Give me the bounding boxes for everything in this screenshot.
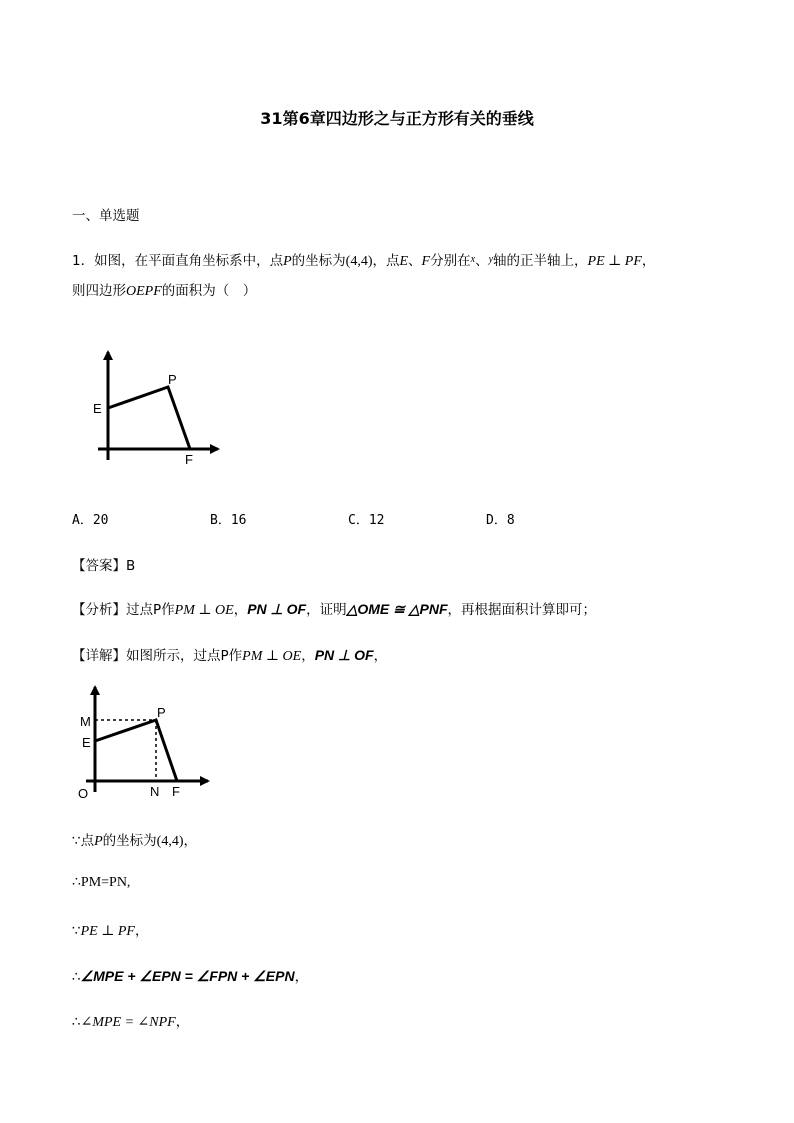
question-text: ，点 — [372, 253, 400, 269]
comma: ， — [301, 648, 315, 664]
separator: 、 — [475, 253, 489, 269]
step-1 — [72, 829, 197, 850]
point-p: P — [94, 834, 103, 849]
label-e: E — [93, 401, 102, 416]
coordinate: (4,4) — [156, 834, 184, 849]
analysis-line — [72, 598, 596, 619]
analysis-text: 过点P作 — [126, 602, 175, 618]
label-p: P — [168, 372, 177, 387]
comma: ， — [641, 253, 656, 269]
option-c[interactable]: C．12 — [348, 513, 385, 528]
because-symbol: ∵ — [72, 923, 81, 939]
therefore-symbol: ∴ — [72, 969, 81, 985]
question-text: 的面积为（ ） — [161, 283, 257, 299]
page-title: 31第6章四边形之与正方形有关的垂线 — [260, 109, 534, 128]
label-o: O — [78, 786, 89, 801]
comma: ， — [183, 833, 197, 849]
point-p: P — [283, 254, 292, 269]
step-text: 的坐标为 — [102, 833, 157, 849]
question-text: 的坐标为 — [291, 253, 346, 269]
question-text: 则四边形 — [72, 283, 126, 299]
angle-equation: ∠MPE + ∠EPN = ∠FPN + ∠EPN — [80, 968, 295, 984]
separator: 、 — [408, 253, 422, 269]
pe-perp-pf: PE ⊥ PF — [80, 924, 135, 939]
step-4 — [72, 965, 308, 985]
axis-x: x — [470, 254, 476, 265]
question-number: 1． — [72, 253, 95, 269]
point-f: F — [421, 254, 431, 269]
quadrilateral-name: OEPF — [126, 284, 162, 299]
figure-1 — [84, 345, 234, 470]
comma: ， — [175, 1014, 190, 1030]
question-text: 分别在 — [430, 253, 471, 269]
quadrilateral-edges — [95, 720, 177, 781]
comma: ， — [134, 923, 149, 939]
label-m: M — [80, 714, 91, 729]
question-text: 轴的正半轴上， — [493, 253, 588, 269]
step-3 — [72, 919, 148, 940]
question-text: 如图，在平面直角坐标系中，点 — [94, 253, 284, 269]
figure-2 — [72, 680, 218, 802]
pm-perp-oe: PM ⊥ OE — [174, 603, 234, 618]
analysis-tag: 【分析】 — [72, 602, 126, 618]
label-f: F — [172, 784, 180, 799]
section-heading: 一、单选题 — [72, 208, 140, 224]
pn-perp-of: PN ⊥ OF — [314, 647, 374, 663]
analysis-text: ，证明 — [306, 602, 347, 618]
label-n: N — [150, 784, 160, 799]
label-f: F — [185, 452, 193, 467]
therefore-symbol: ∴ — [72, 1014, 81, 1030]
answer-line — [72, 554, 135, 574]
analysis-text: ，再根据面积计算即可； — [447, 602, 597, 618]
option-b[interactable]: B．16 — [210, 513, 247, 528]
option-a[interactable]: A．20 — [72, 513, 109, 528]
coordinate: (4,4) — [345, 254, 373, 269]
point-e: E — [399, 254, 409, 269]
answer-tag: 【答案】 — [72, 558, 126, 574]
perpendicular-condition: PE ⊥ PF — [587, 254, 642, 269]
axis-y: y — [488, 254, 494, 265]
comma: ， — [373, 648, 388, 664]
label-p: P — [157, 705, 166, 720]
angle-equality: ∠MPE = ∠NPF — [80, 1015, 176, 1030]
answer-value: B — [126, 558, 136, 574]
step-text: ∵点 — [72, 833, 95, 849]
detail-line — [72, 644, 387, 665]
detail-tag: 【详解】 — [72, 648, 126, 664]
option-d[interactable]: D．8 — [486, 513, 515, 528]
congruence: △OME ≅ △PNF — [346, 601, 448, 617]
question-line-2 — [72, 279, 256, 300]
detail-text: 如图所示，过点P作 — [126, 648, 243, 664]
quadrilateral-edges — [108, 387, 190, 449]
pn-perp-of: PN ⊥ OF — [247, 601, 307, 617]
step-5 — [72, 1010, 189, 1031]
comma: ， — [233, 602, 248, 618]
question-line-1 — [72, 249, 655, 270]
step-2: ∴PM=PN, — [72, 875, 131, 890]
comma: ， — [294, 969, 309, 985]
pm-perp-oe: PM ⊥ OE — [242, 649, 302, 664]
label-e: E — [82, 735, 91, 750]
